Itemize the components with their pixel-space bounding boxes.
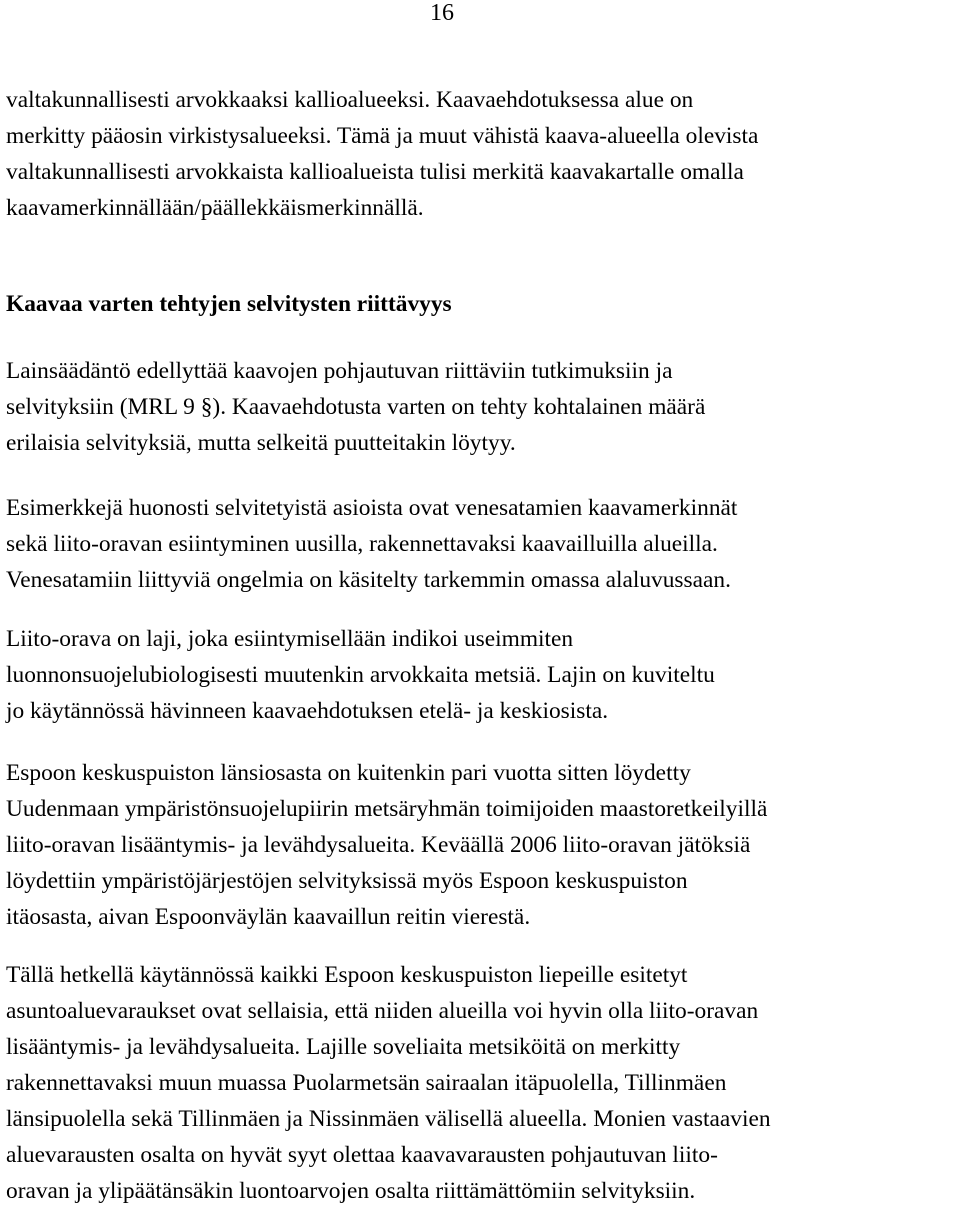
text-line: rakennettavaksi muun muassa Puolarmetsän sairaalan itäpuolella, Tillinmäen [6, 1070, 727, 1096]
intro-paragraph [6, 82, 960, 226]
page-number: 16 [430, 0, 454, 26]
text-line: erilaisia selvityksiä, mutta selkeitä puutteitakin löytyy. [6, 430, 516, 456]
paragraph-legislation [6, 353, 960, 461]
text-line: valtakunnallisesti arvokkaaksi kallioalueeksi. Kaavaehdotuksessa alue on [6, 87, 694, 113]
text-line: selvityksiin (MRL 9 §). Kaavaehdotusta varten on tehty kohtalainen määrä [6, 394, 706, 420]
text-line: Venesatamiin liittyviä ongelmia on käsitelty tarkemmin omassa alaluvussaan. [6, 567, 731, 593]
text-line: itäosasta, aivan Espoonväylän kaavaillun reitin vierestä. [6, 904, 531, 930]
text-line: Esimerkkejä huonosti selvitetyistä asioista ovat venesatamien kaavamerkinnät [6, 495, 738, 521]
text-line: Liito-orava on laji, joka esiintymisellään indikoi useimmiten [6, 626, 574, 652]
text-line: Uudenmaan ympäristönsuojelupiirin metsäryhmän toimijoiden maastoretkeilyillä [6, 796, 768, 822]
paragraph-flying-squirrel [6, 621, 960, 729]
text-line: Lainsäädäntö edellyttää kaavojen pohjautuvan riittäviin tutkimuksiin ja [6, 358, 673, 384]
text-line: länsipuolella sekä Tillinmäen ja Nissinmäen välisellä alueella. Monien vastaavien [6, 1106, 771, 1132]
text-line: Espoon keskuspuiston länsiosasta on kuitenkin pari vuotta sitten löydetty [6, 760, 691, 786]
section-heading [6, 286, 960, 322]
paragraph-central-park [6, 755, 960, 935]
text-line: sekä liito-oravan esiintyminen uusilla, rakennettavaksi kaavailluilla alueilla. [6, 531, 718, 557]
text-line: löydettiin ympäristöjärjestöjen selvityksissä myös Espoon keskuspuiston [6, 868, 688, 894]
heading-text: Kaavaa varten tehtyjen selvitysten riittävyys [6, 291, 452, 317]
text-line: luonnonsuojelubiologisesti muutenkin arvokkaita metsiä. Lajin on kuviteltu [6, 662, 715, 688]
text-line: asuntoaluevaraukset ovat sellaisia, että niiden alueilla voi hyvin olla liito-oravan [6, 998, 759, 1024]
text-line: liito-oravan lisääntymis- ja levähdysalueita. Keväällä 2006 liito-oravan jätöksiä [6, 832, 751, 858]
text-line: jo käytännössä hävinneen kaavaehdotuksen etelä- ja keskiosista. [6, 698, 609, 724]
text-line: aluevarausten osalta on hyvät syyt olettaa kaavavarausten pohjautuvan liito- [6, 1142, 718, 1168]
text-line: valtakunnallisesti arvokkaista kallioalueista tulisi merkitä kaavakartalle omalla [6, 159, 744, 185]
text-line: kaavamerkinnällään/päällekkäismerkinnällä. [6, 195, 424, 221]
text-line: Tällä hetkellä käytännössä kaikki Espoon keskuspuiston liepeille esitetyt [6, 962, 688, 988]
paragraph-current-situation [6, 957, 960, 1209]
paragraph-examples [6, 490, 960, 598]
text-line: oravan ja ylipäätänsäkin luontoarvojen osalta riittämättömiin selvityksiin. [6, 1178, 696, 1204]
text-line: lisääntymis- ja levähdysalueita. Lajille soveliaita metsiköitä on merkitty [6, 1034, 681, 1060]
text-line: merkitty pääosin virkistysalueeksi. Tämä ja muut vähistä kaava-alueella olevista [6, 123, 759, 149]
